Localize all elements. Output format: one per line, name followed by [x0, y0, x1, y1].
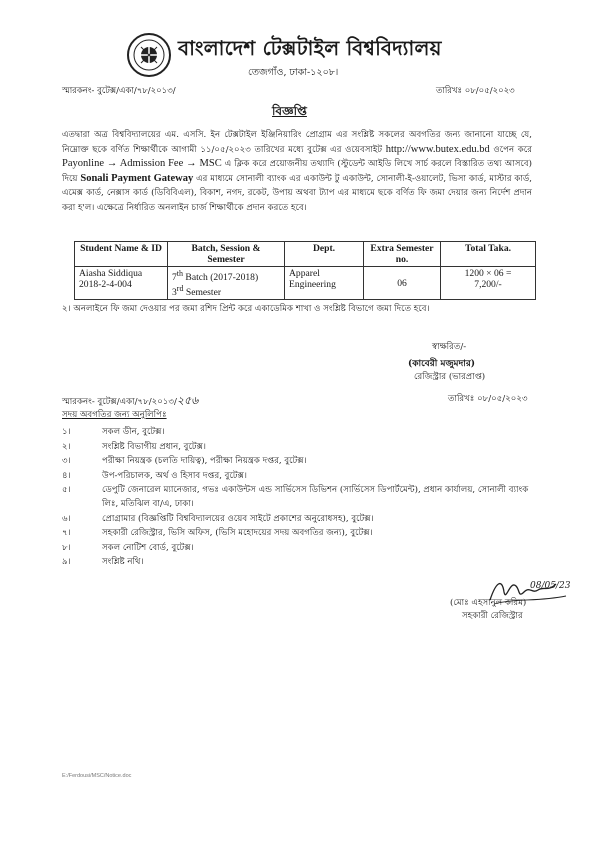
header-student-name-id: Student Name & ID	[75, 242, 168, 267]
university-logo-icon	[126, 32, 172, 78]
assistant-registrar-name: (মোঃ এহসানুল করিম)	[450, 598, 527, 608]
header-batch-session-semester: Batch, Session & Semester	[168, 242, 285, 267]
header-extra-semester: Extra Semester no.	[364, 242, 441, 267]
notice-date: তারিখঃ ০৮/০৫/২০২৩	[436, 86, 515, 96]
batch-suffix: th	[176, 269, 184, 278]
semester-text: Semester	[183, 287, 222, 299]
list-item	[62, 541, 537, 555]
list-item	[62, 469, 537, 483]
list-item-text: সহকারী রেজিস্ট্রার, ভিসি অফিস, (ভিসি মহোদয়ের সদয় অবগতির জন্য), বুটেক্স।	[102, 528, 373, 538]
signed-mark: স্বাক্ষরিত/-	[432, 342, 467, 352]
memo-handwritten-number: ২৫৬	[176, 394, 199, 407]
dept-line-1: Apparel	[289, 268, 320, 279]
cell-student	[75, 267, 168, 300]
cell-dept	[285, 267, 364, 300]
batch-session	[172, 268, 280, 283]
list-item-number: ৬।	[62, 513, 71, 524]
fee-table-header-row	[75, 242, 536, 267]
payment-path: Payonline → Admission Fee → MSC	[62, 158, 222, 170]
list-item-number: ৮।	[62, 542, 71, 553]
list-item-text: প্রোগ্রামার (বিজ্ঞপ্তিটি বিশ্ববিদ্যালয়ের ওয়েব সাইটে প্রকাশের অনুরোধসহ), বুটেক্স।	[102, 513, 374, 524]
batch-number: 7	[172, 272, 177, 284]
university-name: বাংলাদেশ টেক্সটাইল বিশ্ববিদ্যালয়	[178, 36, 442, 60]
list-item-text: পরীক্ষা নিয়ন্ত্রক (চলতি দায়িত্ব), পরীক্ষা নিয়ন্ত্রক দপ্তর, বুটেক্স।	[102, 456, 307, 466]
registrar-name: (কাবেরী মজুমদার)	[408, 359, 476, 369]
list-item-text: সংশ্লিষ্ট নথি।	[102, 557, 144, 567]
cell-extra-semester: 06	[364, 267, 441, 300]
header-dept: Dept.	[285, 242, 364, 267]
instruction-note: ২। অনলাইনে ফি জমা দেওয়ার পর জমা রশিদ প্রিন্ট করে একাডেমিক শাখা ও সংশ্লিষ্ট বিভাগে জমা দিতে হবে।	[62, 304, 430, 314]
notice-body	[62, 128, 532, 216]
list-item	[62, 526, 537, 540]
list-item-number: ৫।	[62, 485, 71, 495]
list-item-number: ৪।	[62, 470, 71, 481]
semester-number: 3	[172, 287, 177, 299]
list-item	[62, 512, 537, 526]
batch-text: Batch (2017-2018)	[183, 272, 259, 284]
list-item-text: উপ-পরিচালক, অর্থ ও হিসাব দপ্তর, বুটেক্স।	[102, 470, 247, 481]
student-name: Aiasha Siddiqua	[79, 268, 143, 279]
list-item-text: সকল নোটিশ বোর্ড, বুটেক্স।	[102, 542, 194, 553]
body-text-3: এ ক্লিক করে প্রয়োজনীয় তথ্যাদি (স্টুডেন্ট আইডি লিখে সার্চ করলে বিস্তারিত তথ্য আসবে) দিয়ে	[62, 159, 532, 184]
body-text-4: এর মাধ্যমে সোনালী ব্যাংক এর একাউন্ট টু একাউন্ট, সোনালী-ই-ওয়ালেট, ভিসা কার্ড, মাস্টার কার্ড, এমেক্স কার্ড, নেক্সাস কার্ড (ডিবিবিএল), বিকাশ, নগদ, রকেট, উপায় অথবা ট্যাপ এর মাধ্যমে ছকে বর্ণিত ফি জমা দেয়ার জন্য নির্দেশ প্রদান করা হ'ল। এক্ষেত্রে নির্ধারিত অনলাইন চার্জ শিক্ষার্থীকে প্রদান করতে হবে।	[62, 173, 532, 213]
website-link[interactable]: http://www.butex.edu.bd	[385, 143, 490, 155]
body-text-2: ওপেন করে	[489, 144, 532, 155]
memo-date-2: তারিখঃ ০৮/০৫/২০২৩	[448, 394, 528, 404]
list-item-number: ৩।	[62, 456, 71, 466]
list-item-number: ২।	[62, 441, 71, 452]
registrar-title: রেজিস্ট্রার (ভারপ্রাপ্ত)	[414, 372, 486, 382]
notice-title: বিজ্ঞপ্তি	[272, 104, 307, 118]
memo-number-2-text: স্মারকনং- বুটেক্স/একা/৭৮/২০১৩/	[62, 397, 177, 407]
cell-batch	[168, 267, 285, 300]
header-total-taka: Total Taka.	[441, 242, 536, 267]
list-item	[62, 555, 537, 569]
semester-suffix: rd	[176, 284, 184, 294]
dept-line-2: Engineering	[289, 279, 336, 290]
assistant-registrar-title: সহকারী রেজিস্ট্রার	[462, 611, 523, 621]
total-amount: 7,200/-	[474, 279, 502, 290]
list-item-number: ৭।	[62, 528, 71, 538]
copy-list	[62, 425, 537, 570]
list-item-text: সকল ডীন, বুটেক্স।	[102, 427, 165, 437]
university-address: তেজগাঁও, ঢাকা-১২০৮।	[248, 67, 339, 78]
cell-total	[441, 267, 536, 300]
student-id: 2018-2-4-004	[79, 279, 132, 290]
memo-number: স্মারকনং- বুটেক্স/একা/৭৮/২০১৩/	[62, 86, 176, 96]
list-item	[62, 454, 537, 468]
list-item-text: সংশ্লিষ্ট বিভাগীয় প্রধান, বুটেক্স।	[102, 441, 206, 452]
semester	[172, 283, 280, 298]
table-row	[75, 267, 536, 300]
copy-heading: সদয় অবগতির জন্য অনুলিপিঃ	[62, 410, 167, 420]
list-item-number: ৯।	[62, 557, 71, 567]
list-item	[62, 425, 537, 439]
file-path: E:/Ferdousi/MSC/Notice.doc	[62, 773, 132, 779]
signature-date-text: 08/05/23	[530, 581, 571, 591]
body-text-1: এতদ্বারা অত্র বিশ্ববিদ্যালয়ের এম. এসসি. ইন টেক্সটাইল ইঞ্জিনিয়ারিং প্রোগ্রাম এর সংশ্লিষ্ট সকলের অবগতির জন্য জানানো যাচ্ছে যে, নিম্নোক্ত ছকে বর্ণিত শিক্ষার্থীকে আগামী ১১/০৫/২০২৩ তারিখের মধ্যে বুটেক্স এর ওয়েবসাইট	[62, 130, 532, 155]
list-item-number: ১।	[62, 427, 71, 437]
list-item-text: ডেপুটি জেনারেল ম্যানেজার, গভঃ একাউন্টস এন্ড সার্ভিসেস ডিভিশন (সার্ভিসেস ডিপার্টমেন্ট), প্রধান কার্যালয়, সোনালী ব্যাংক লিঃ, মতিঝিল বা/এ, ঢাকা।	[102, 485, 529, 509]
list-item	[62, 440, 537, 454]
fee-table	[74, 241, 536, 300]
list-item	[62, 483, 537, 511]
payment-gateway: Sonali Payment Gateway	[80, 172, 194, 184]
total-calc: 1200 × 06 =	[464, 268, 512, 279]
